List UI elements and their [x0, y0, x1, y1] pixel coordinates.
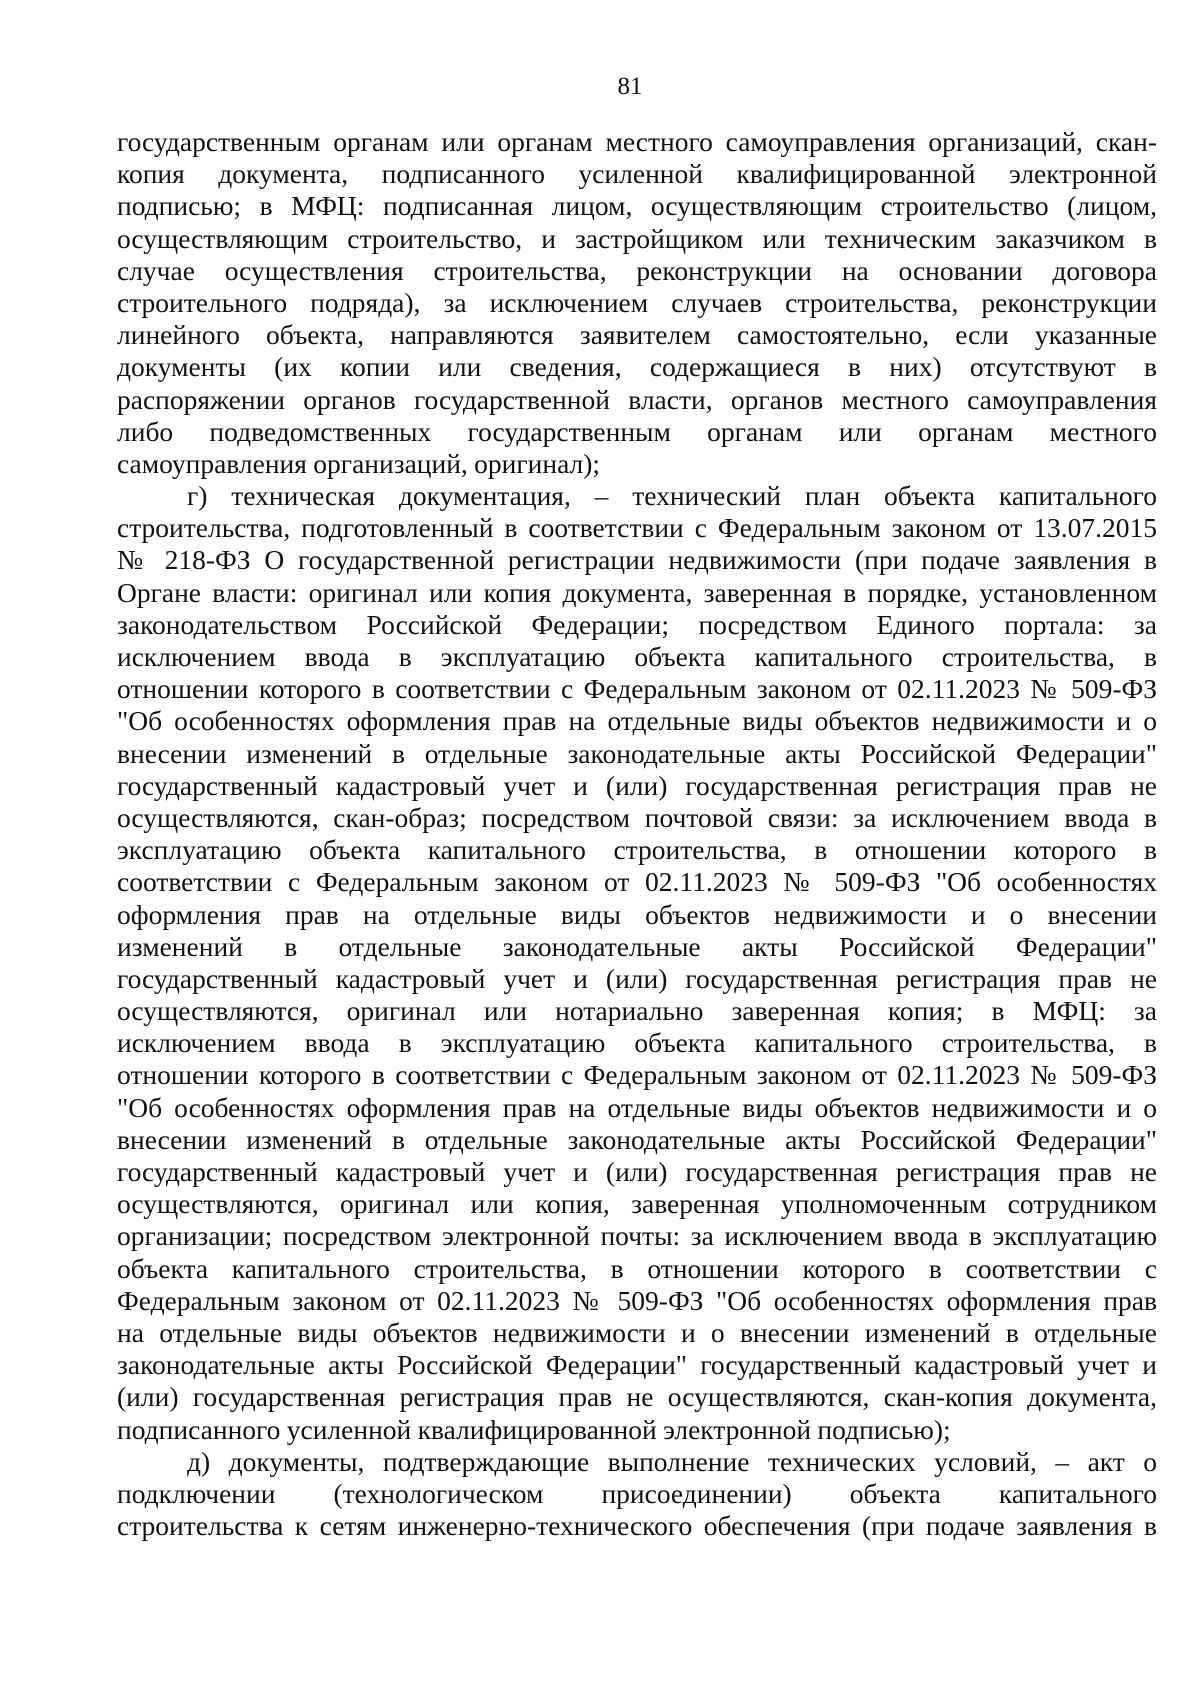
text-line: г) техническая документация, – технический план объекта капитального — [187, 480, 1157, 512]
text-line: самоуправления организаций, оригинал); — [117, 447, 601, 479]
text-line: государственным органам или органам местного самоуправления организаций, скан- — [117, 126, 1157, 157]
text-line: либо подведомственных государственным органам или органам местного — [117, 415, 1157, 447]
text-line: изменений в отдельные законодательные акты Российской Федерации" — [117, 930, 1157, 962]
text-line: распоряжении органов государственной власти, органов местного самоуправления — [117, 383, 1157, 415]
text-line: внесении изменений в отдельные законодательные акты Российской Федерации" — [117, 1123, 1157, 1155]
text-line: (или) государственная регистрация прав не осуществляются, скан-копия документа, — [117, 1381, 1157, 1413]
text-line: исключением ввода в эксплуатацию объекта капитального строительства, в — [117, 641, 1157, 672]
text-line: исключением ввода в эксплуатацию объекта капитального строительства, в — [117, 1027, 1157, 1059]
text-line: № 218-ФЗ О государственной регистрации недвижимости (при подаче заявления в — [117, 544, 1157, 576]
text-line: законодательные акты Российской Федерации" государственный кадастровый учет и — [117, 1349, 1157, 1381]
text-line: соответствии с Федеральным законом от 02.11.2023 № 509-ФЗ "Об особенностях — [117, 866, 1157, 898]
document-body — [117, 126, 1157, 1542]
text-line: Органе власти: оригинал или копия документа, заверенная в порядке, установленном — [117, 576, 1157, 608]
text-line: осуществляются, оригинал или нотариально заверенная копия; в МФЦ: за — [117, 995, 1157, 1027]
text-line: д) документы, подтверждающие выполнение технических условий, – акт о — [187, 1445, 1157, 1477]
text-line: объекта капитального строительства, в отношении которого в соответствии с — [117, 1252, 1157, 1284]
text-line: оформления прав на отдельные виды объектов недвижимости и о внесении — [117, 898, 1157, 930]
text-line: документы (их копии или сведения, содержащиеся в них) отсутствуют в — [117, 351, 1157, 383]
text-line: государственный кадастровый учет и (или) государственная регистрация прав не — [117, 1156, 1157, 1187]
text-line: строительного подряда), за исключением случаев строительства, реконструкции — [117, 286, 1157, 318]
text-line: Федеральным законом от 02.11.2023 № 509-ФЗ "Об особенностях оформления прав — [117, 1284, 1157, 1316]
text-line: осуществляются, скан-образ; посредством почтовой связи: за исключением ввода в — [117, 801, 1157, 833]
text-line: линейного объекта, направляются заявителем самостоятельно, если указанные — [117, 319, 1157, 351]
text-line: отношении которого в соответствии с Федеральным законом от 02.11.2023 № 509-ФЗ — [117, 673, 1157, 705]
text-line: на отдельные виды объектов недвижимости и о внесении изменений в отдельные — [117, 1316, 1157, 1348]
text-line: копия документа, подписанного усиленной квалифицированной электронной — [117, 158, 1157, 190]
text-line: законодательством Российской Федерации; посредством Единого портала: за — [117, 608, 1157, 640]
text-line: внесении изменений в отдельные законодательные акты Российской Федерации" — [117, 737, 1157, 769]
text-line: строительства к сетям инженерно-технического обеспечения (при подаче заявления в — [117, 1510, 1157, 1542]
text-line: осуществляющим строительство, и застройщиком или техническим заказчиком в — [117, 222, 1157, 254]
text-line: подключении (технологическом присоединении) объекта капитального — [117, 1477, 1157, 1509]
text-line: подписанного усиленной квалифицированной электронной подписью); — [117, 1413, 951, 1445]
page-number: 81 — [617, 73, 643, 100]
text-line: эксплуатацию объекта капитального строительства, в отношении которого в — [117, 834, 1157, 866]
text-line: "Об особенностях оформления прав на отдельные виды объектов недвижимости и о — [117, 1091, 1157, 1123]
text-line: государственный кадастровый учет и (или) государственная регистрация прав не — [117, 962, 1157, 994]
text-line: подписью; в МФЦ: подписанная лицом, осуществляющим строительство (лицом, — [117, 190, 1157, 222]
text-line: государственный кадастровый учет и (или) государственная регистрация прав не — [117, 769, 1157, 801]
text-line: "Об особенностях оформления прав на отдельные виды объектов недвижимости и о — [117, 705, 1157, 737]
text-line: осуществляются, оригинал или копия, заверенная уполномоченным сотрудником — [117, 1188, 1157, 1220]
text-line: случае осуществления строительства, реконструкции на основании договора — [117, 254, 1157, 286]
text-line: организации; посредством электронной почты: за исключением ввода в эксплуатацию — [117, 1220, 1157, 1252]
text-line: строительства, подготовленный в соответствии с Федеральным законом от 13.07.2015 — [117, 512, 1157, 544]
text-line: отношении которого в соответствии с Федеральным законом от 02.11.2023 № 509-ФЗ — [117, 1059, 1157, 1091]
